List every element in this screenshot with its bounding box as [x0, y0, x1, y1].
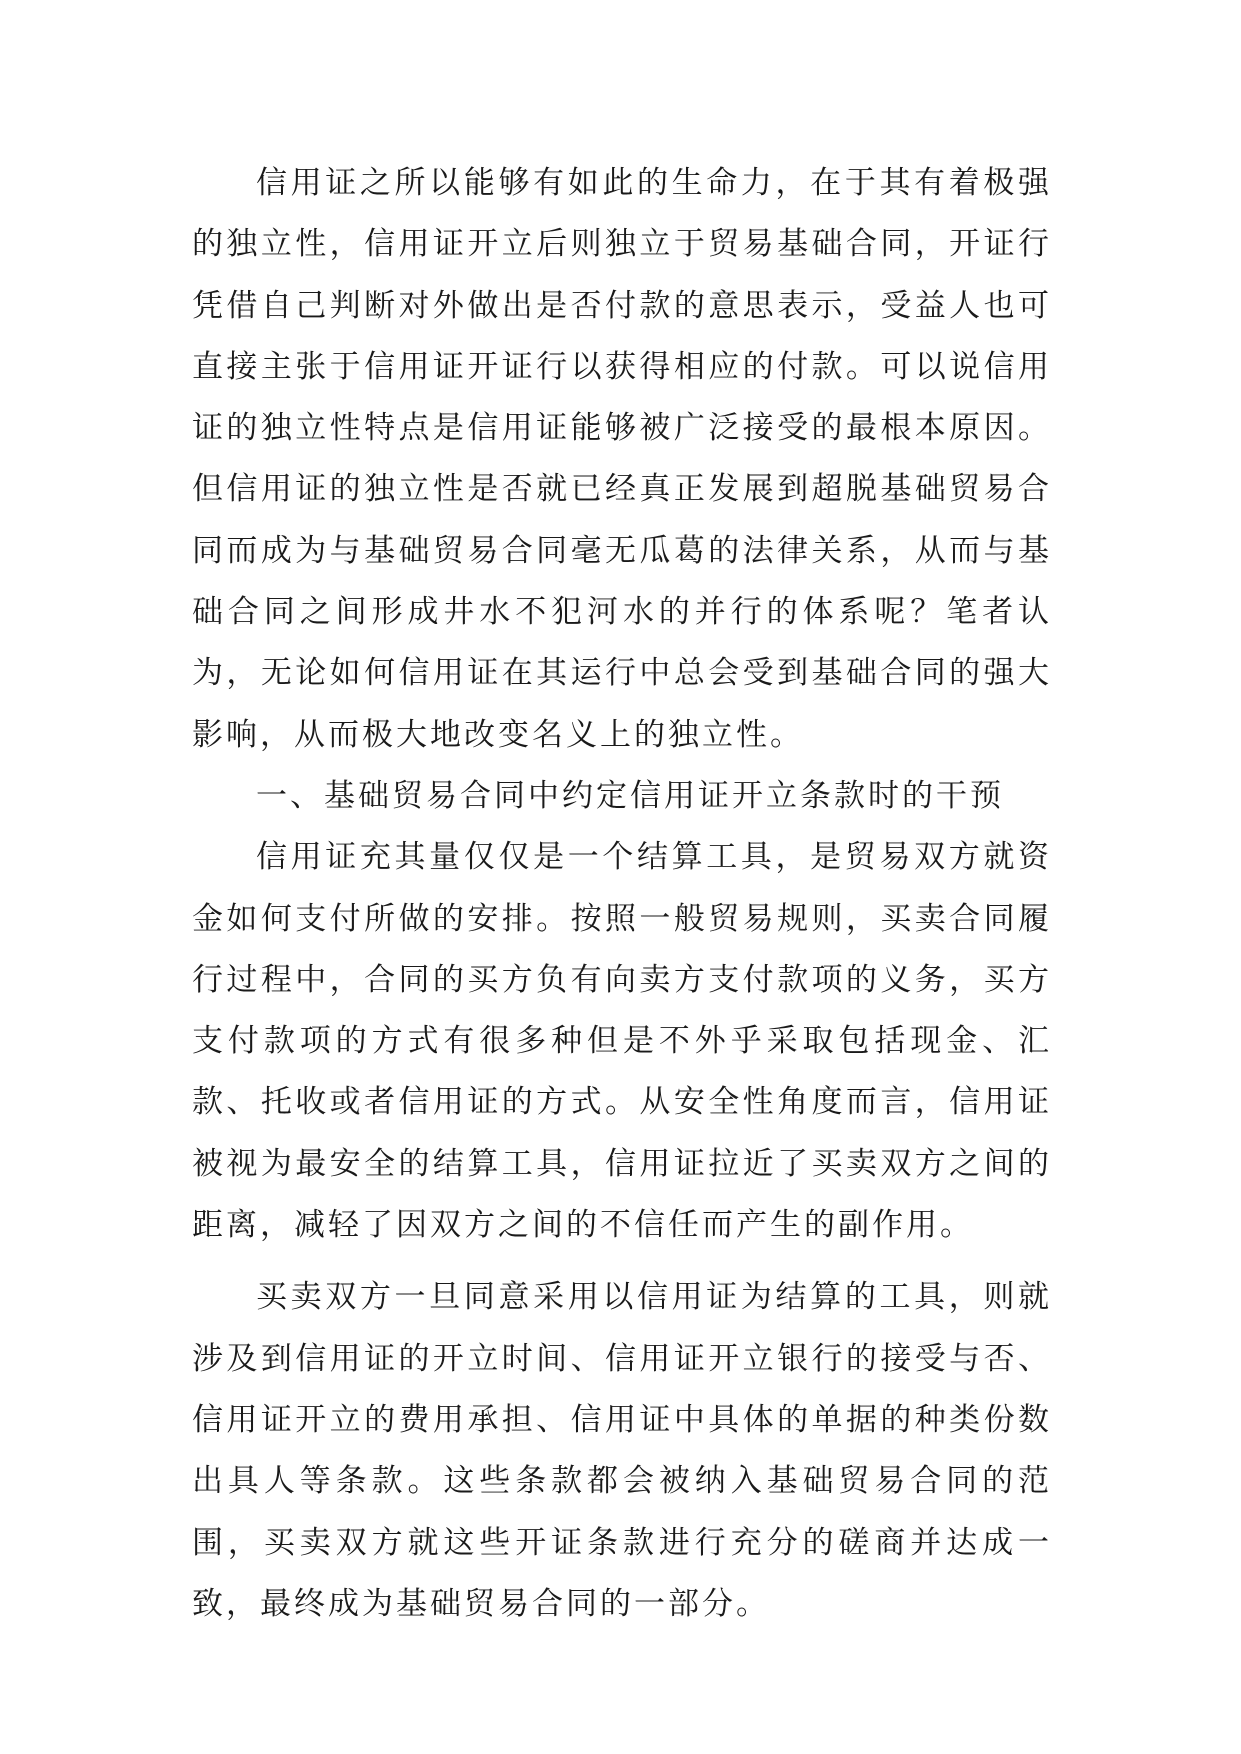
document-body: [192, 153, 1052, 1635]
paragraph-settlement-tool: 信用证充其量仅仅是一个结算工具，是贸易双方就资金如何支付所做的安排。按照一般贸易规则，买卖合同履行过程中，合同的买方负有向卖方支付款项的义务，买方支付款项的方式有很多种但是不外乎采取包括现金、汇款、托收或者信用证的方式。从安全性角度而言，信用证被视为最安全的结算工具，信用证拉近了买卖双方之间的距离，减轻了因双方之间的不信任而产生的副作用。: [192, 839, 1052, 1244]
paragraph-contract-terms: 买卖双方一旦同意采用以信用证为结算的工具，则就涉及到信用证的开立时间、信用证开立银行的接受与否、信用证开立的费用承担、信用证中具体的单据的种类份数出具人等条款。这些条款都会被纳入基础贸易合同的范围，买卖双方就这些开证条款进行充分的磋商并达成一致，最终成为基础贸易合同的一部分。: [192, 1279, 1052, 1622]
paragraph-independence: 信用证之所以能够有如此的生命力，在于其有着极强的独立性，信用证开立后则独立于贸易基础合同，开证行凭借自己判断对外做出是否付款的意思表示，受益人也可直接主张于信用证开证行以获得相应的付款。可以说信用证的独立性特点是信用证能够被广泛接受的最根本原因。但信用证的独立性是否就已经真正发展到超脱基础贸易合同而成为与基础贸易合同毫无瓜葛的法律关系，从而与基础合同之间形成井水不犯河水的并行的体系呢？笔者认为，无论如何信用证在其运行中总会受到基础合同的强大影响，从而极大地改变名义上的独立性。: [192, 165, 1052, 753]
section-heading-1: 一、基础贸易合同中约定信用证开立条款时的干预: [256, 777, 1004, 814]
